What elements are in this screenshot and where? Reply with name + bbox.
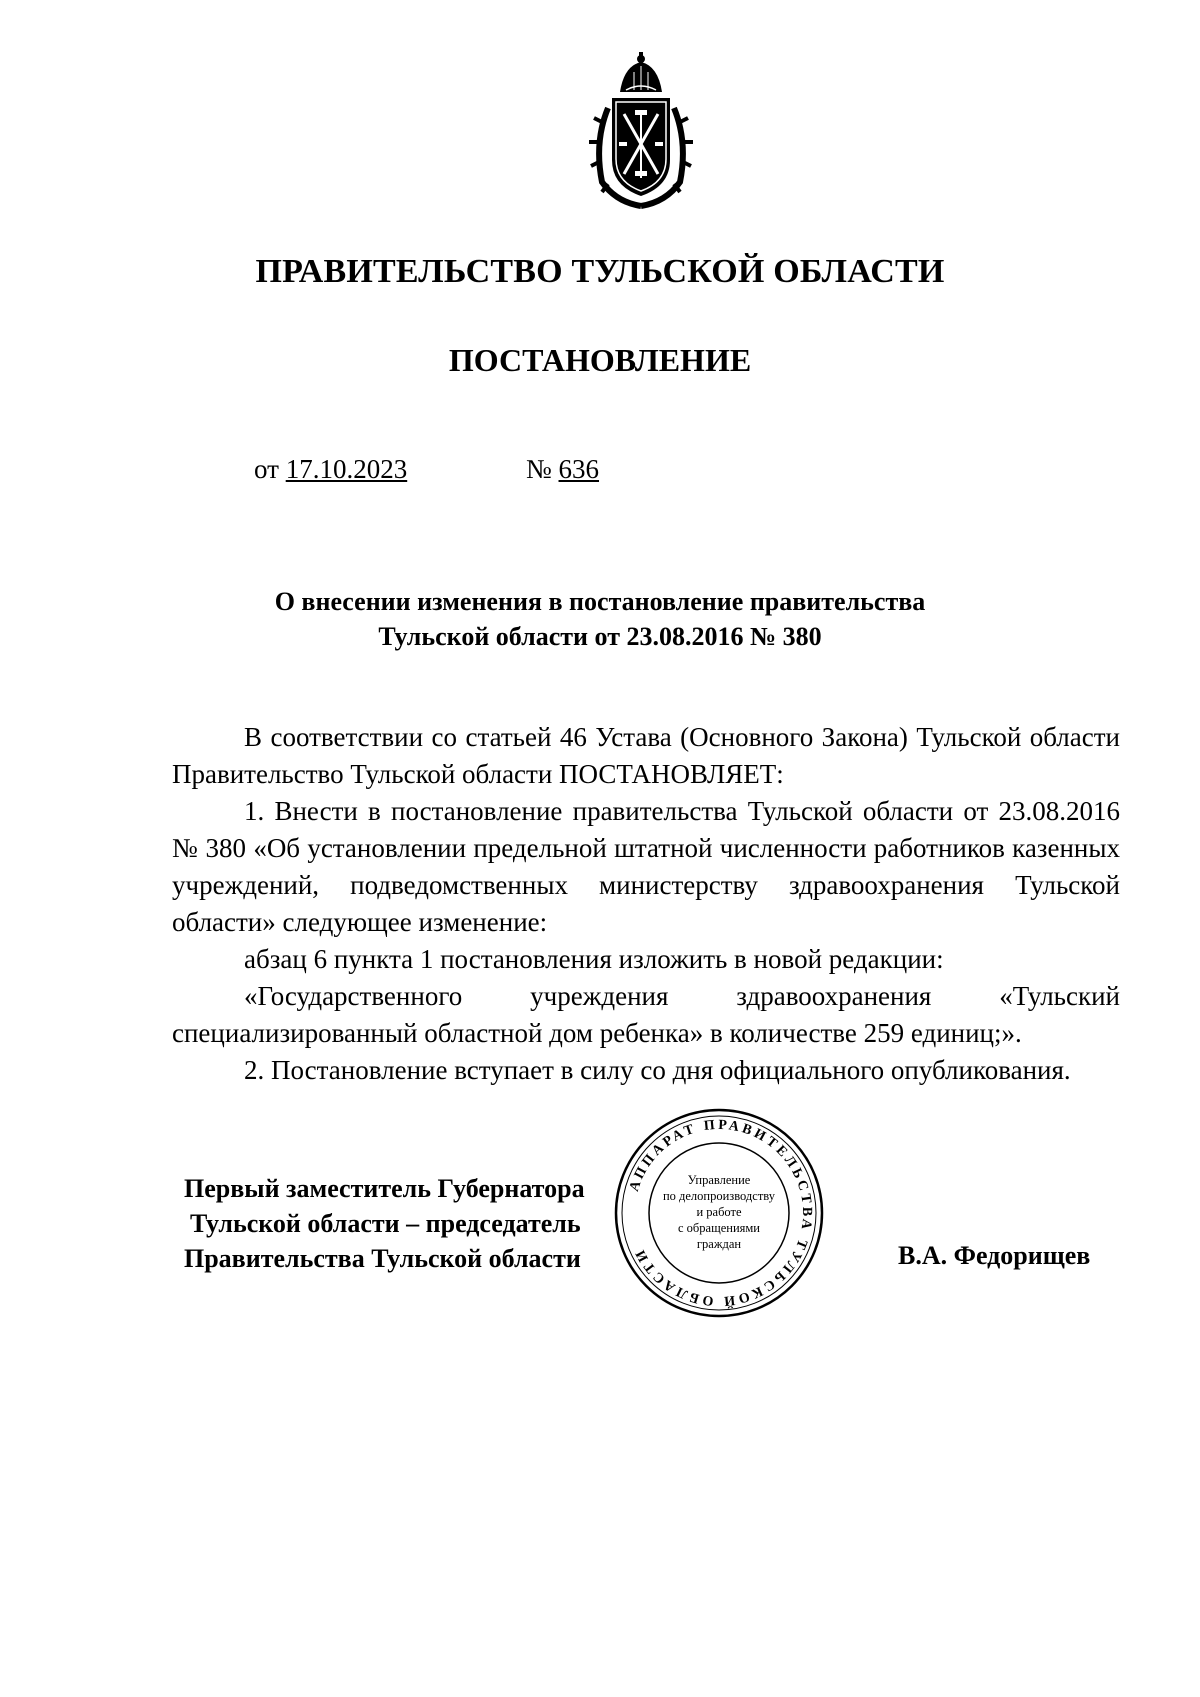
document-body bbox=[172, 719, 1120, 1089]
document-number bbox=[526, 454, 599, 485]
date-value: 17.10.2023 bbox=[285, 454, 408, 484]
document-type-title: ПОСТАНОВЛЕНИЕ bbox=[448, 342, 752, 378]
stamp-center-line: граждан bbox=[696, 1237, 742, 1251]
body-paragraph-new-text: «Государственного учреждения здравоохранения «Тульский специализированный областной дом ребенка» в количестве 259 единиц;». bbox=[172, 981, 1120, 1048]
signature-position-line-3: Правительства Тульской области bbox=[184, 1244, 581, 1273]
body-paragraph-instruction: абзац 6 пункта 1 постановления изложить в новой редакции: bbox=[244, 944, 944, 974]
document-date bbox=[254, 454, 407, 485]
body-paragraph-preamble: В соответствии со статьей 46 Устава (Основного Закона) Тульской области Правительство Тульской области ПОСТАНОВЛЯЕТ: bbox=[172, 722, 1120, 789]
organization-title: ПРАВИТЕЛЬСТВО ТУЛЬСКОЙ ОБЛАСТИ bbox=[255, 253, 945, 290]
signature-position-line-2: Тульской области – председатель bbox=[190, 1209, 581, 1238]
stamp-center-line: по делопроизводству bbox=[662, 1189, 776, 1203]
stamp-ring-text: АППАРАТ ПРАВИТЕЛЬСТВА ТУЛЬСКОЙ ОБЛАСТИ bbox=[626, 1117, 815, 1309]
subject-line-1: О внесении изменения в постановление правительства bbox=[274, 587, 926, 616]
date-prefix: от bbox=[254, 454, 279, 484]
official-stamp bbox=[614, 1108, 824, 1318]
body-paragraph-item-2: 2. Постановление вступает в силу со дня официального опубликования. bbox=[244, 1055, 1071, 1085]
tula-coat-of-arms-icon bbox=[586, 52, 696, 210]
stamp-center-line: с обращениями bbox=[678, 1221, 760, 1235]
number-value: 636 bbox=[558, 454, 600, 484]
body-paragraph-item-1: 1. Внести в постановление правительства Тульской области от 23.08.2016 № 380 «Об установлении предельной штатной численности работников казенных учреждений, подведомственных министерству здравоохранения Тульской области» следующее изменение: bbox=[172, 796, 1120, 937]
subject-line-2: Тульской области от 23.08.2016 № 380 bbox=[378, 622, 822, 651]
signature-block bbox=[184, 1171, 585, 1276]
stamp-center-line: и работе bbox=[696, 1205, 742, 1219]
signature-position-line-1: Первый заместитель Губернатора bbox=[184, 1174, 585, 1203]
document-subject bbox=[160, 584, 1040, 654]
signer-name: В.А. Федорищев bbox=[898, 1241, 1091, 1270]
stamp-center-line: Управление bbox=[687, 1173, 751, 1187]
number-prefix: № bbox=[526, 454, 552, 484]
